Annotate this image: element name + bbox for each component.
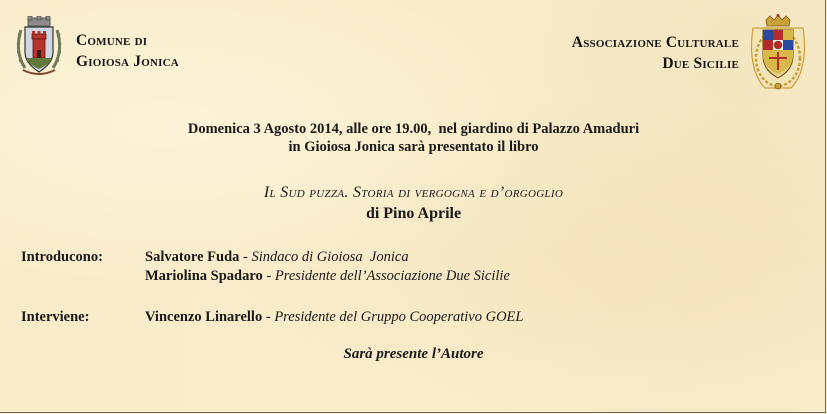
- association-name: [572, 32, 739, 74]
- comune-name-line2: Gioiosa Jonica: [76, 53, 179, 70]
- comune-name-line1: Comune di: [76, 32, 148, 49]
- introducono-speaker-2: [145, 267, 510, 286]
- speaker-separator: -: [262, 309, 275, 325]
- interviene-speaker: [145, 308, 523, 327]
- speaker-name: Vincenzo Linarello: [145, 309, 263, 325]
- book-title: Il Sud puzza. Storia di vergogna e d’orgoglio: [263, 184, 564, 201]
- association-name-line1: Associazione Culturale: [571, 34, 739, 51]
- speaker-separator: -: [239, 249, 252, 265]
- interviene-label: Interviene:: [21, 309, 90, 325]
- due-sicilie-coat-of-arms-icon: [749, 14, 807, 94]
- speaker-name: Mariolina Spadaro: [145, 268, 263, 284]
- introducono-speaker-1: [145, 248, 409, 267]
- author-presence-note: Sarà presente l’Autore: [343, 346, 484, 362]
- speaker-separator: -: [262, 268, 275, 284]
- introducono-section: [21, 248, 821, 288]
- interviene-section: [21, 308, 821, 328]
- comune-name: [76, 30, 179, 72]
- event-date-location: Domenica 3 Agosto 2014, alle ore 19.00, nel giardino di Palazzo Amaduri: [187, 121, 640, 137]
- introducono-label: Introducono:: [21, 249, 103, 265]
- speaker-role: Presidente del Gruppo Cooperativo GOEL: [274, 309, 524, 325]
- comune-coat-of-arms-icon: [15, 16, 63, 78]
- book-author: di Pino Aprile: [365, 205, 462, 222]
- speaker-role: Presidente dell’Associazione Due Sicilie: [274, 268, 510, 284]
- event-announcement: [0, 120, 827, 156]
- event-book-intro: in Gioiosa Jonica sarà presentato il libro: [288, 139, 539, 155]
- speaker-name: Salvatore Fuda: [145, 249, 240, 265]
- speaker-role: Sindaco di Gioiosa Jonica: [251, 249, 409, 265]
- association-name-line2: Due Sicilie: [662, 55, 739, 72]
